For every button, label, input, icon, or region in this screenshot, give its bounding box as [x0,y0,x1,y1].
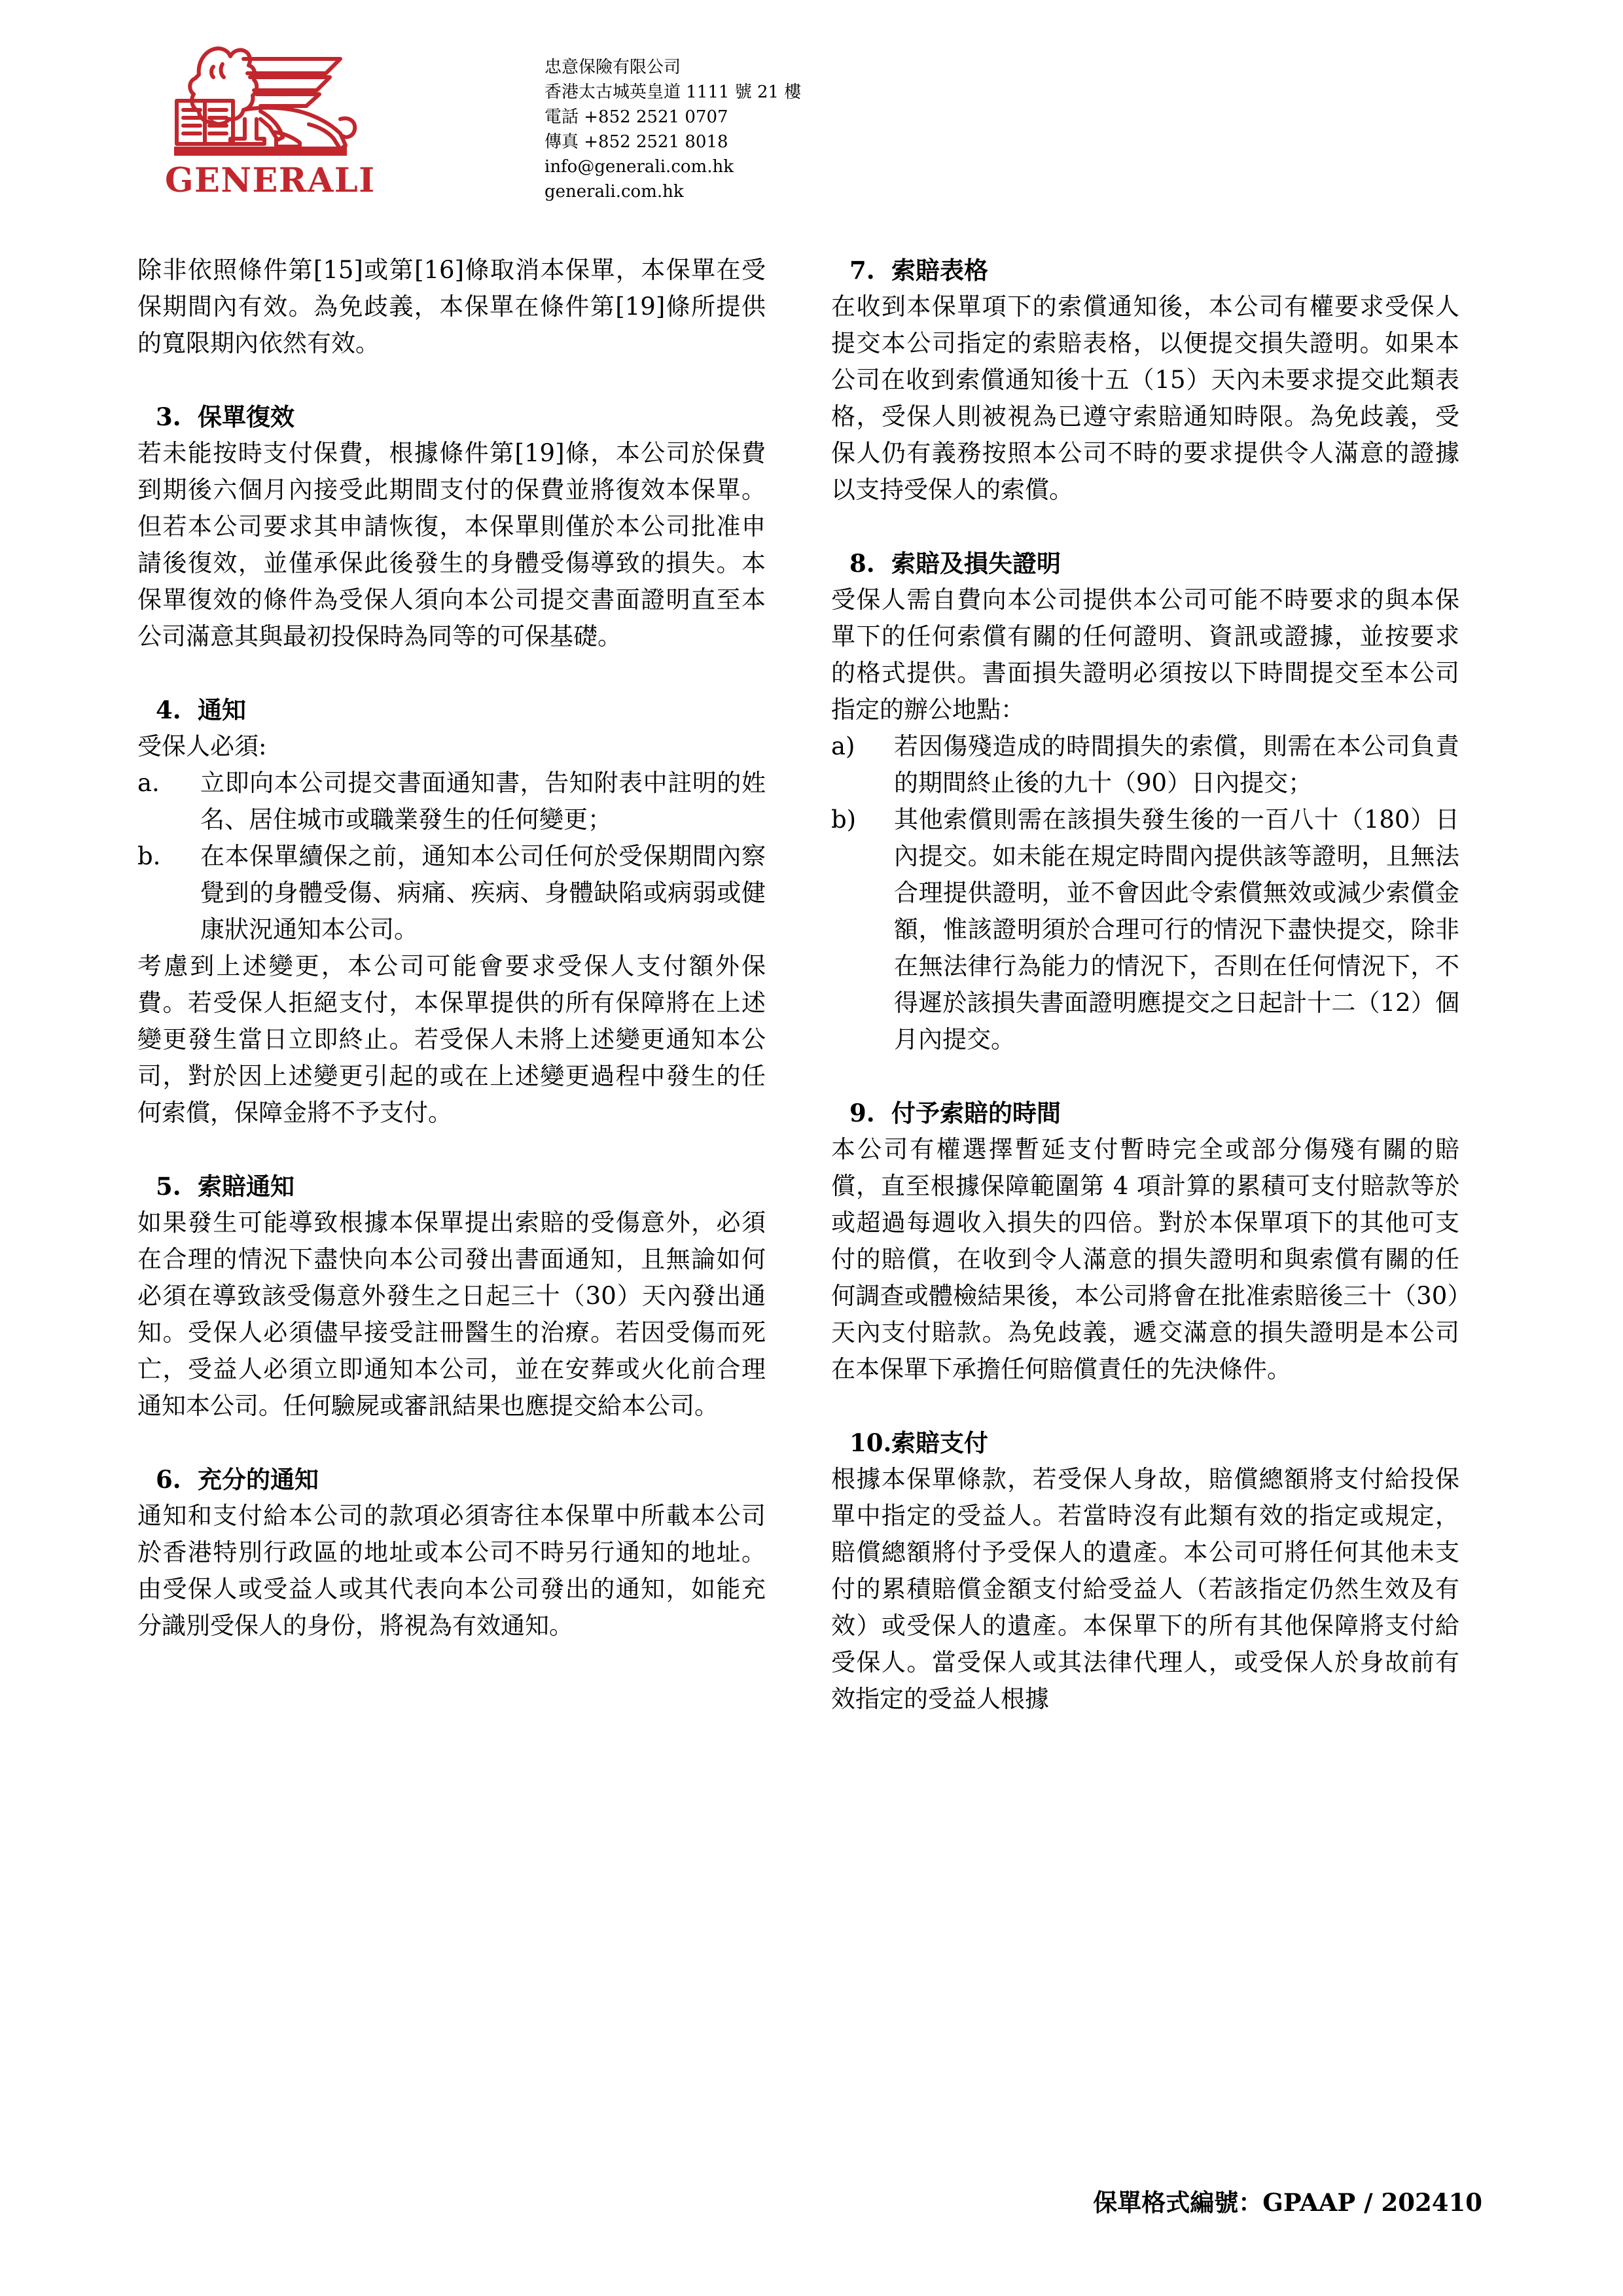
list-item-text: 立即向本公司提交書面通知書，告知附表中註明的姓名、居住城市或職業發生的任何變更； [200,769,766,834]
form-number-label: 保單格式編號： [1093,2188,1263,2217]
company-name: 忠意保險有限公司 [544,58,681,77]
section-number: 10. [849,1428,892,1457]
list-marker: b. [137,842,161,870]
list-item [137,765,766,838]
list-item [831,802,1459,1058]
section-number: 5. [156,1172,181,1201]
right-text-column [831,252,1459,1718]
list-marker: a) [831,732,855,760]
section-heading-4 [137,692,766,728]
spacer [831,508,1459,545]
section-number: 6. [156,1465,181,1494]
notice-duties-list [137,765,766,948]
section-number: 9. [849,1099,875,1127]
section-body-6: 通知和支付給本公司的款項必須寄往本保單中所載本公司於香港特別行政區的地址或本公司不時另行通知的地址。由受保人或受益人或其代表向本公司發出的通知，如能充分識別受保人的身份，將視為有效通知。 [137,1502,766,1640]
section-body-9: 本公司有權選擇暫延支付暫時完全或部分傷殘有關的賠償，直至根據保障範圍第 4 項計算的累積可支付賠款等於或超過每週收入損失的四倍。對於本保單項下的其他可支付的賠償，在收到令人滿意的損失證明和與索償有關的任何調查或體檢結果後，本公司將會在批准索賠後三十（30）天內支付賠款。為免歧義，遞交滿意的損失證明是本公司在本保單下承擔任何賠償責任的先決條件。 [831,1135,1459,1383]
spacer [831,1388,1459,1424]
company-contact-block [544,55,801,204]
section-title: 索賠及損失證明 [891,549,1061,578]
form-number-line [1093,2186,1482,2219]
section-body-7: 在收到本保單項下的索償通知後，本公司有權要求受保人提交本公司指定的索賠表格，以便提交損失證明。如果本公司在收到索償通知後十五（15）天內未要求提交此類表格，受保人則被視為已遵守索賠通知時限。為免歧義，受保人仍有義務按照本公司不時的要求提供令人滿意的證據以支持受保人的索償。 [831,292,1459,504]
spacer [137,655,766,692]
section-body-10: 根據本保單條款，若受保人身故，賠償總額將支付給投保單中指定的受益人。若當時沒有此類有效的指定或規定，賠償總額將付予受保人的遺產。本公司可將任何其他未支付的累積賠償金額支付給受益人（若該指定仍然生效及有效）或受保人的遺產。本保單下的所有其他保障將支付給受保人。當受保人或其法律代理人，或受保人於身故前有效指定的受益人根據 [831,1465,1459,1713]
section-number: 4. [156,696,181,724]
section-title: 付予索賠的時間 [891,1099,1061,1127]
company-website: generali.com.hk [544,182,684,202]
list-marker: b) [831,805,857,834]
proof-of-loss-list [831,728,1459,1058]
section-heading-3 [137,398,766,435]
section-lead-4: 受保人必須: [137,732,267,760]
section-heading-5 [137,1168,766,1205]
company-fax: 傳真 +852 2521 8018 [544,132,728,152]
section-title: 索賠表格 [891,256,988,285]
list-item-text: 在本保單續保之前，通知本公司任何於受保期間內察覺到的身體受傷、病痛、疾病、身體缺陷或病弱或健康狀況通知本公司。 [200,842,766,944]
spacer [831,1058,1459,1095]
list-item [137,838,766,948]
section-body-3: 若未能按時支付保費，根據條件第[19]條，本公司於保費到期後六個月內接受此期間支付的保費並將復效本保單。但若本公司要求其申請恢復，本保單則僅於本公司批准申請後復效，並僅承保此後發生的身體受傷導致的損失。本保單復效的條件為受保人須向本公司提交書面證明直至本公司滿意其與最初投保時為同等的可保基礎。 [137,439,766,650]
section-title: 索賠通知 [198,1172,294,1201]
section-number: 3. [156,402,181,431]
document-header [0,41,1623,237]
section-heading-10 [831,1424,1459,1461]
spacer [137,1131,766,1168]
company-address: 香港太古城英皇道 1111 號 21 樓 [544,82,802,102]
company-phone: 電話 +852 2521 0707 [544,107,728,127]
spacer [137,1424,766,1461]
section-title: 保單復效 [198,402,294,431]
company-email: info@generali.com.hk [544,157,734,177]
section-body-5: 如果發生可能導致根據本保單提出索賠的受傷意外，必須在合理的情況下盡快向本公司發出書面通知，且無論如何必須在導致該受傷意外發生之日起三十（30）天內發出通知。受保人必須儘早接受註冊醫生的治療。若因受傷而死亡，受益人必須立即通知本公司，並在安葬或火化前合理通知本公司。任何驗屍或審訊結果也應提交給本公司。 [137,1209,766,1420]
list-marker: a. [137,769,160,797]
intro-paragraph: 除非依照條件第[15]或第[16]條取消本保單，本保單在受保期間內有效。為免歧義，本保單在條件第[19]條所提供的寬限期內依然有效。 [137,256,766,357]
section-body-8: 受保人需自費向本公司提供本公司可能不時要求的與本保單下的任何索償有關的任何證明、資訊或證據，並按要求的格式提供。書面損失證明必須按以下時間提交至本公司指定的辦公地點： [831,586,1459,724]
section-heading-6 [137,1461,766,1498]
section-number: 7. [849,256,875,285]
generali-logo [165,41,376,217]
section-closing-4: 考慮到上述變更，本公司可能會要求受保人支付額外保費。若受保人拒絕支付，本保單提供的所有保障將在上述變更發生當日立即終止。若受保人未將上述變更通知本公司，對於因上述變更引起的或在上述變更過程中發生的任何索償，保障金將不予支付。 [137,952,766,1127]
section-heading-8 [831,545,1459,582]
generali-winged-lion-logo-icon [165,41,361,162]
section-number: 8. [849,549,875,578]
left-text-column [137,252,766,1644]
form-number-value: GPAAP / 202410 [1262,2188,1482,2217]
section-title: 索賠支付 [891,1428,988,1457]
list-item [831,728,1459,802]
spacer [137,362,766,398]
document-body [0,252,1623,2169]
generali-wordmark: GENERALI [165,161,376,200]
section-title: 充分的通知 [198,1465,319,1494]
section-heading-9 [831,1095,1459,1131]
section-heading-7 [831,252,1459,289]
list-item-text: 若因傷殘造成的時間損失的索償，則需在本公司負責的期間終止後的九十（90）日內提交； [894,732,1459,797]
section-title: 通知 [198,696,246,724]
list-item-text: 其他索償則需在該損失發生後的一百八十（180）日內提交。如未能在規定時間內提供該等證明，且無法合理提供證明，並不會因此令索償無效或減少索償金額，惟該證明須於合理可行的情況下盡快提交，除非在無法律行為能力的情況下，否則在任何情況下，不得遲於該損失書面證明應提交之日起計十二（12）個月內提交。 [894,805,1459,1053]
